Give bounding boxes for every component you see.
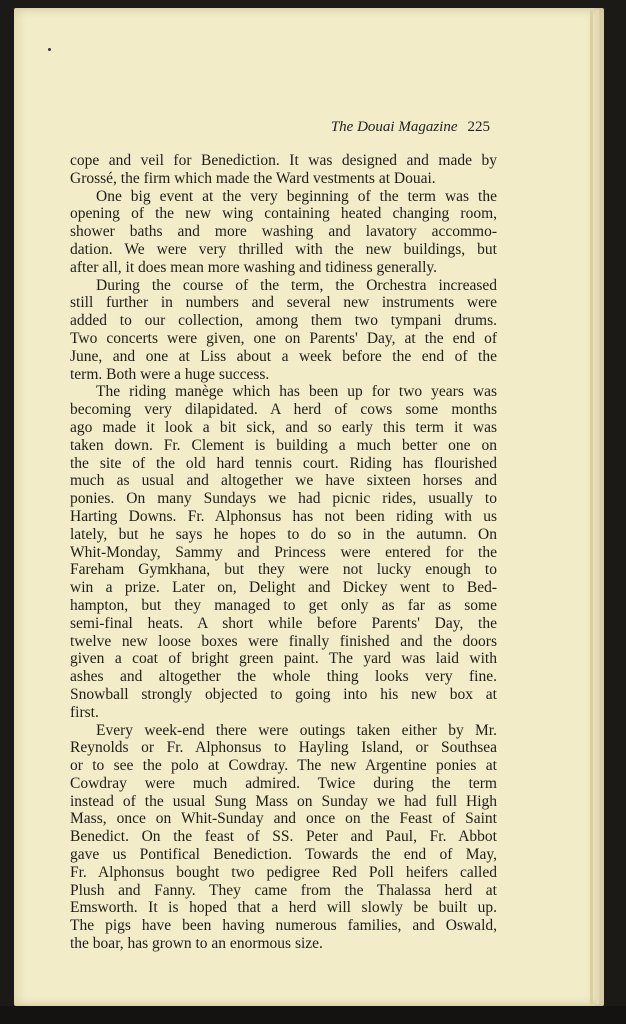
text-line: semi-final heats. A short while before Parents' Day, the: [70, 614, 497, 632]
text-line: opening of the new wing containing heated changing room,: [70, 205, 497, 223]
text-line: still further in numbers and several new instruments were: [70, 294, 497, 312]
text-line: shower baths and more washing and lavatory accommo-: [70, 223, 497, 241]
scan-bottom-edge: [0, 1006, 626, 1024]
text-line: Reynolds or Fr. Alphonsus to Hayling Island, or Southsea: [70, 739, 497, 757]
text-line: instead of the usual Sung Mass on Sunday we had full High: [70, 792, 497, 810]
text-line: Harting Downs. Fr. Alphonsus has not been riding with us: [70, 507, 497, 525]
text-line: dation. We were very thrilled with the new buildings, but: [70, 240, 497, 258]
text-line: ashes and altogether the whole thing looks very fine.: [70, 668, 497, 686]
text-line: Whit-Monday, Sammy and Princess were entered for the: [70, 543, 497, 561]
text-line: first.: [70, 703, 99, 721]
text-line: much as usual and altogether we have sixteen horses and: [70, 472, 497, 490]
text-line: Mass, once on Whit-Sunday and once on the Feast of Saint: [70, 810, 497, 828]
text-line: During the course of the term, the Orchestra increased: [96, 276, 497, 294]
text-line: after all, it does mean more washing and tidiness generally.: [70, 258, 438, 276]
paragraph: [70, 152, 497, 188]
text-line: Cowdray were much admired. Twice during the term: [70, 774, 497, 792]
text-line: added to our collection, among them two tympani drums.: [70, 312, 497, 330]
text-line: Plush and Fanny. They came from the Thalassa herd at: [70, 881, 497, 899]
text-line: gave us Pontifical Benediction. Towards the end of May,: [70, 846, 497, 864]
text-line: Fr. Alphonsus bought two pedigree Red Poll heifers called: [70, 863, 497, 881]
text-line: twelve new loose boxes were finally finished and the doors: [70, 632, 497, 650]
text-line: One big event at the very beginning of the term was the: [96, 187, 497, 205]
text-line: the site of the old hard tennis court. Riding has flourished: [70, 454, 497, 472]
text-line: Fareham Gymkhana, but they were not lucky enough to: [70, 561, 497, 579]
text-line: The pigs have been having numerous families, and Oswald,: [70, 917, 497, 935]
text-line: The riding manège which has been up for two years was: [96, 383, 497, 401]
article-body: [70, 152, 497, 953]
magazine-title: The Douai Magazine: [330, 119, 458, 135]
paragraph: [70, 722, 497, 953]
text-line: Benedict. On the feast of SS. Peter and Paul, Fr. Abbot: [70, 828, 497, 846]
text-line: given a coat of bright green paint. The yard was laid with: [70, 650, 497, 668]
text-line: Grossé, the firm which made the Ward vestments at Douai.: [70, 169, 436, 187]
page-edge: [590, 10, 593, 1004]
page-edge: [596, 10, 599, 1004]
text-line: becoming very dilapidated. A herd of cows some months: [70, 401, 497, 419]
text-line: win a prize. Later on, Delight and Dickey went to Bed-: [70, 579, 497, 597]
text-line: Snowball strongly objected to going into his new box at: [70, 685, 497, 703]
paragraph: [70, 277, 497, 384]
text-line: ago made it look a bit sick, and so early this term it was: [70, 418, 497, 436]
paragraph: [70, 383, 497, 721]
text-line: hampton, but they managed to get only as far as some: [70, 596, 497, 614]
text-line: June, and one at Liss about a week before the end of the: [70, 347, 497, 365]
text-line: Two concerts were given, one on Parents' Day, at the end of: [70, 329, 497, 347]
text-line: or to see the polo at Cowdray. The new Argentine ponies at: [70, 757, 497, 775]
text-line: Emsworth. It is hoped that a herd will slowly be built up.: [70, 899, 497, 917]
text-line: lately, but he says he hopes to do so in the autumn. On: [70, 525, 497, 543]
running-head: [300, 119, 490, 136]
page-number: 225: [467, 119, 490, 135]
ink-speck: [48, 48, 51, 51]
text-line: Every week-end there were outings taken either by Mr.: [96, 721, 497, 739]
text-line: taken down. Fr. Clement is building a much better one on: [70, 436, 497, 454]
text-line: the boar, has grown to an enormous size.: [70, 935, 323, 953]
text-line: ponies. On many Sundays we had picnic rides, usually to: [70, 490, 497, 508]
paragraph: [70, 188, 497, 277]
text-line: term. Both were a huge success.: [70, 365, 270, 383]
text-line: cope and veil for Benediction. It was designed and made by: [70, 152, 497, 169]
